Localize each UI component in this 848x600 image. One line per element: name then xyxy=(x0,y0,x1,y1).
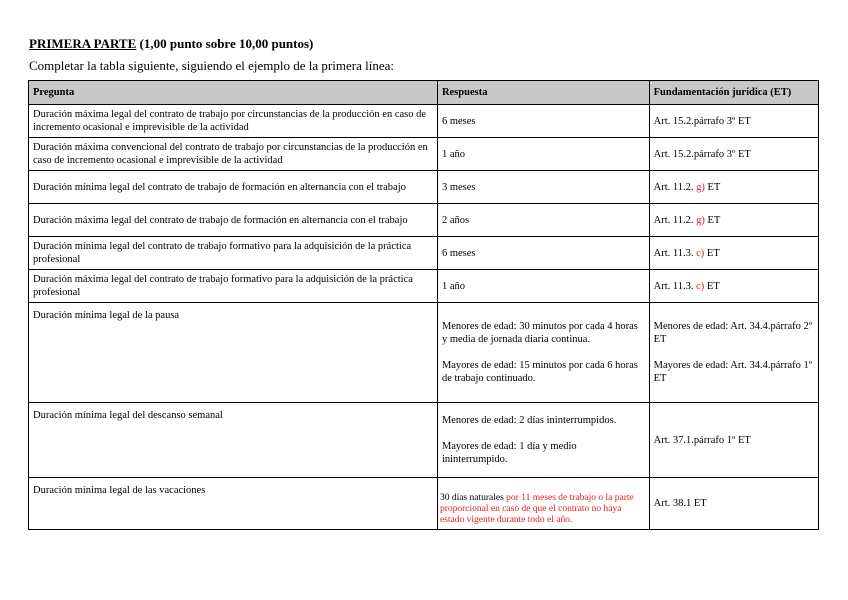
legal-basis-letter: c) xyxy=(696,247,705,259)
answer-adults: Mayores de edad: 1 día y medio ininterrumpido. xyxy=(441,441,577,465)
legal-basis-adults: Mayores de edad: Art. 34.4.párrafo 1º ET xyxy=(653,360,812,384)
answer-minors: Menores de edad: 30 minutos por cada 4 horas y media de jornada diaria continua. xyxy=(441,321,638,345)
table-row xyxy=(29,270,819,303)
table-row xyxy=(29,303,819,403)
legal-basis-text: Art. 11.2. xyxy=(653,214,697,226)
question-cell: Duración mínima legal del descanso semanal xyxy=(29,403,438,478)
question-cell: Duración mínima legal de la pausa xyxy=(29,303,438,403)
table-row xyxy=(29,237,819,270)
section-heading xyxy=(29,36,313,52)
legal-basis-text: Art. 11.2. xyxy=(653,181,697,193)
legal-basis-letter: g) xyxy=(696,214,705,226)
answer-adults: Mayores de edad: 15 minutos por cada 6 horas de trabajo continuado. xyxy=(441,360,638,384)
table-row xyxy=(29,478,819,530)
question-cell: Duración máxima convencional del contrato de trabajo por circunstancias de la producción en caso de incremento ocasional e imprevisible de la actividad xyxy=(29,138,438,171)
column-header-fundamentacion: Fundamentación jurídica (ET) xyxy=(649,81,818,105)
legal-basis-minors: Menores de edad: Art. 34.4.párrafo 2º ET xyxy=(653,321,812,345)
table-row xyxy=(29,204,819,237)
table-header-row xyxy=(29,81,819,105)
legal-basis-letter: c) xyxy=(696,280,705,292)
legal-basis-suffix: ET xyxy=(704,247,720,259)
answer-cell: 6 meses xyxy=(437,237,649,270)
table-row xyxy=(29,138,819,171)
legal-basis-text: Art. 11.3. xyxy=(653,247,697,259)
answer-note: por 11 meses de trabajo o la parte proporcional en caso de que el contrato no haya estado vigente durante todo el año. xyxy=(439,493,634,525)
answer-table xyxy=(28,80,819,530)
legal-basis-suffix: ET xyxy=(704,181,721,193)
answer-minors: Menores de edad: 2 días ininterrumpidos. xyxy=(441,415,617,426)
legal-basis-cell xyxy=(649,204,818,237)
table-row xyxy=(29,171,819,204)
legal-basis-suffix: ET xyxy=(704,214,721,226)
answer-cell xyxy=(437,478,649,530)
answer-cell: 2 años xyxy=(437,204,649,237)
answer-cell: 6 meses xyxy=(437,105,649,138)
legal-basis-cell: Art. 15.2.párrafo 3º ET xyxy=(649,138,818,171)
question-cell: Duración máxima legal del contrato de trabajo por circunstancias de la producción en caso de incremento ocasional e imprevisible de la actividad xyxy=(29,105,438,138)
question-cell: Duración mínima legal de las vacaciones xyxy=(29,478,438,530)
table-row xyxy=(29,403,819,478)
answer-cell xyxy=(437,303,649,403)
column-header-respuesta: Respuesta xyxy=(437,81,649,105)
answer-cell: 1 año xyxy=(437,138,649,171)
column-header-pregunta: Pregunta xyxy=(29,81,438,105)
legal-basis-cell: Art. 37.1.párrafo 1º ET xyxy=(649,403,818,478)
question-cell: Duración máxima legal del contrato de trabajo formativo para la adquisición de la práctica profesional xyxy=(29,270,438,303)
question-cell: Duración máxima legal del contrato de trabajo de formación en alternancia con el trabajo xyxy=(29,204,438,237)
legal-basis-cell xyxy=(649,171,818,204)
legal-basis-text: Art. 11.3. xyxy=(653,280,697,292)
legal-basis-cell: Art. 15.2.párrafo 3º ET xyxy=(649,105,818,138)
answer-cell xyxy=(437,403,649,478)
answer-text: 30 días naturales xyxy=(439,493,507,503)
part-points: (1,00 punto sobre 10,00 puntos) xyxy=(139,36,314,51)
question-cell: Duración mínima legal del contrato de trabajo de formación en alternancia con el trabajo xyxy=(29,171,438,204)
answer-cell: 1 año xyxy=(437,270,649,303)
answer-cell: 3 meses xyxy=(437,171,649,204)
legal-basis-cell xyxy=(649,303,818,403)
legal-basis-letter: g) xyxy=(696,181,705,193)
legal-basis-cell: Art. 38.1 ET xyxy=(649,478,818,530)
instructions: Completar la tabla siguiente, siguiendo el ejemplo de la primera línea: xyxy=(29,58,394,73)
legal-basis-cell xyxy=(649,270,818,303)
question-cell: Duración mínima legal del contrato de trabajo formativo para la adquisición de la práctica profesional xyxy=(29,237,438,270)
part-title: PRIMERA PARTE xyxy=(29,36,137,51)
legal-basis-suffix: ET xyxy=(704,280,720,292)
table-row xyxy=(29,105,819,138)
legal-basis-cell xyxy=(649,237,818,270)
